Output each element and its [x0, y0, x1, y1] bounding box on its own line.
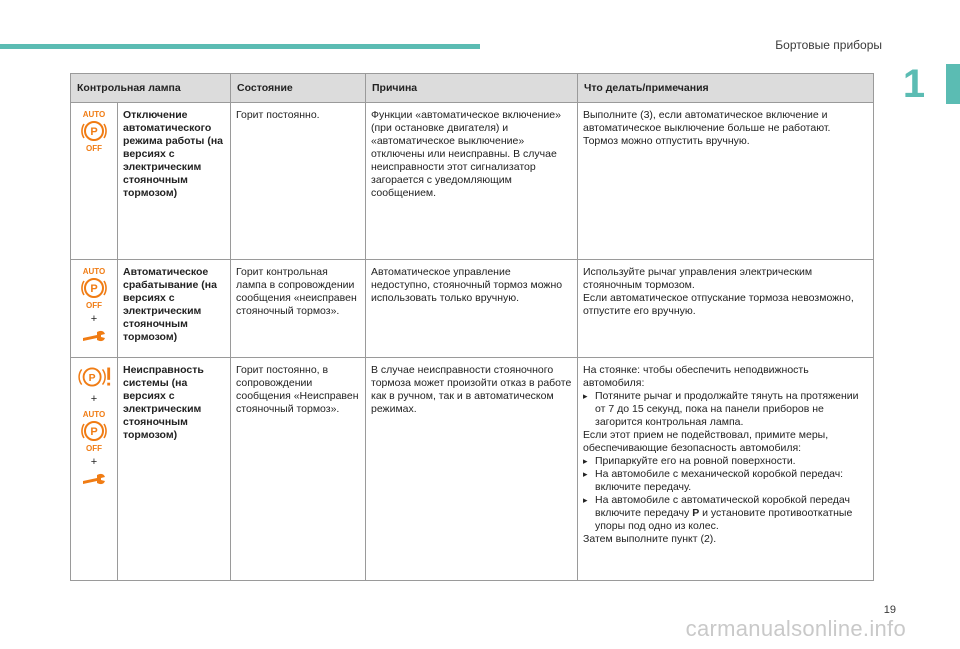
auto-p-off-icon [77, 266, 111, 310]
chapter-tab [946, 64, 960, 104]
svg-text:P: P [90, 426, 98, 438]
column-header-lamp: Контрольная лампа [71, 74, 231, 103]
parking-brake-fault-icon [76, 364, 112, 390]
table-row [71, 103, 874, 260]
warning-lamp-table [70, 73, 874, 581]
plus-sign: + [90, 393, 98, 405]
off-label: OFF [86, 301, 102, 310]
lamp-action: Выполните (3), если автоматическое включение и автоматическое выключение больше не работают. Тормоз можно отпустить вручную. [578, 103, 874, 260]
table-row [71, 260, 874, 358]
lamp-state: Горит постоянно, в сопровождении сообщения «Неисправен стояночный тормоз». [231, 358, 366, 581]
gear-p-label: P [692, 507, 700, 519]
table-header-row [71, 74, 874, 103]
off-label: OFF [86, 444, 102, 453]
column-header-state: Состояние [231, 74, 366, 103]
action-line: Если автоматическое отпускание тормоза невозможно, отпустите его вручную. [583, 292, 854, 317]
svg-text:P: P [90, 283, 98, 295]
chapter-number: 1 [902, 62, 926, 106]
plus-sign: + [90, 313, 98, 325]
auto-p-off-icon [77, 409, 111, 453]
lamp-icons-cell [71, 103, 118, 260]
off-label: OFF [86, 144, 102, 153]
action-intro: На стоянке: чтобы обеспечить неподвижность автомобиля: [583, 364, 809, 389]
auto-label: AUTO [82, 410, 106, 419]
svg-text:P: P [88, 372, 96, 384]
top-accent-bar [0, 44, 480, 49]
bullet-text: и установите противооткатные упоры под одно из колес. [595, 507, 853, 532]
column-header-action: Что делать/примечания [578, 74, 874, 103]
lamp-action [578, 358, 874, 581]
action-bullet: ▸ На автомобиле с механической коробкой передач: включите передачу. [583, 468, 868, 494]
lamp-cause: В случае неисправности стояночного тормоза может произойти отказ в работе как в ручном, так и в автоматическом режимах. [366, 358, 578, 581]
auto-label: AUTO [82, 267, 106, 276]
lamp-state: Горит контрольная лампа в сопровождении сообщения «неисправен стояночный тормоз». [231, 260, 366, 358]
lamp-name: Отключение автоматического режима работы (на версиях с электрическим стояночным тормозом) [118, 103, 231, 260]
svg-text:P: P [90, 126, 98, 138]
action-bullet [583, 494, 868, 533]
action-line: Используйте рычаг управления электрическим стояночным тормозом. [583, 266, 813, 291]
page-number: 19 [883, 604, 896, 616]
table-row [71, 358, 874, 581]
lamp-icons-cell [71, 260, 118, 358]
lamp-name: Автоматическое срабатывание (на версиях с электрическим стояночным тормозом) [118, 260, 231, 358]
lamp-cause: Автоматическое управление недоступно, стояночный тормоз можно использовать только вручную. [366, 260, 578, 358]
action-bullet: ▸ Потяните рычаг и продолжайте тянуть на протяжении от 7 до 15 секунд, пока на панели приборов не загорится контрольная лампа. [583, 390, 868, 429]
lamp-state: Горит постоянно. [231, 103, 366, 260]
bullet-text: На автомобиле с автоматической коробкой передач включите передачу [595, 494, 850, 519]
section-title: Бортовые приборы [775, 38, 882, 52]
wrench-icon [81, 329, 107, 343]
column-header-cause: Причина [366, 74, 578, 103]
lamp-icons-cell [71, 358, 118, 581]
watermark: carmanualsonline.info [685, 616, 906, 641]
action-text: Если этот прием не подействовал, примите меры, обеспечивающие безопасность автомобиля: [583, 429, 829, 454]
auto-p-off-icon [77, 109, 111, 153]
auto-label: AUTO [82, 110, 106, 119]
lamp-action [578, 260, 874, 358]
plus-sign: + [90, 456, 98, 468]
action-text: Затем выполните пункт (2). [583, 533, 717, 545]
wrench-icon [81, 472, 107, 486]
action-bullet: ▸ Припаркуйте его на ровной поверхности. [583, 455, 868, 468]
lamp-cause: Функции «автоматическое включение» (при остановке двигателя) и «автоматическое выключение» отключены или неисправны. В случае неисправности этот сигнализатор загорается с уведомляющим сообщением. [366, 103, 578, 260]
lamp-name: Неисправность системы (на версиях с электрическим стояночным тормозом) [118, 358, 231, 581]
